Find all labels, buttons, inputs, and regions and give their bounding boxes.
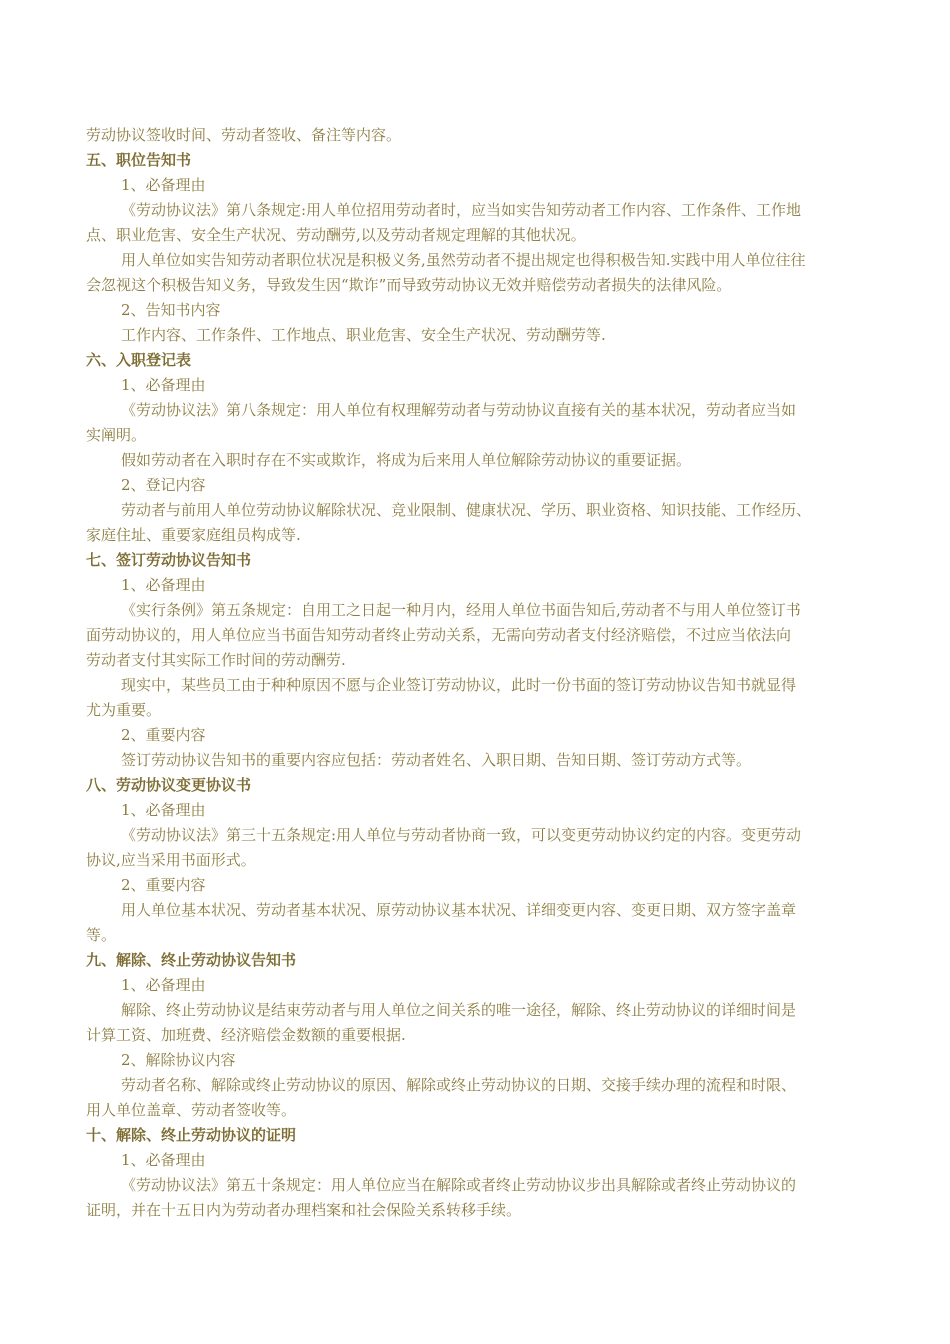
paragraph-line: 《劳动协议法》第五十条规定：用人单位应当在解除或者终止劳动协议步出具解除或者终止劳动协议的 bbox=[121, 1176, 797, 1194]
paragraph-line: 《实行条例》第五条规定：自用工之日起一种月内，经用人单位书面告知后,劳动者不与用人单位签订书 bbox=[121, 601, 801, 619]
section-heading: 八、劳动协议变更协议书 bbox=[86, 776, 252, 794]
paragraph-line: 2、重要内容 bbox=[121, 876, 206, 894]
paragraph-line: 劳动者支付其实际工作时间的劳动酬劳. bbox=[86, 651, 346, 669]
paragraph-line: 家庭住址、重要家庭组员构成等. bbox=[86, 526, 301, 544]
paragraph-line: 劳动者名称、解除或终止劳动协议的原因、解除或终止劳动协议的日期、交接手续办理的流程和时限、 bbox=[121, 1076, 797, 1094]
paragraph-line: 劳动协议签收时间、劳动者签收、备注等内容。 bbox=[86, 126, 402, 144]
paragraph-line: 用人单位盖章、劳动者签收等。 bbox=[86, 1101, 297, 1119]
paragraph-line: 计算工资、加班费、经济赔偿金数额的重要根据. bbox=[86, 1026, 406, 1044]
section-heading: 九、解除、终止劳动协议告知书 bbox=[86, 951, 297, 969]
paragraph-line: 等。 bbox=[86, 926, 117, 944]
paragraph-line: 实阐明。 bbox=[86, 426, 147, 444]
paragraph-line: 2、重要内容 bbox=[121, 726, 206, 744]
paragraph-line: 点、职业危害、安全生产状况、劳动酬劳,以及劳动者规定理解的其他状况。 bbox=[86, 226, 586, 244]
paragraph-line: 签订劳动协议告知书的重要内容应包括：劳动者姓名、入职日期、告知日期、签订劳动方式等。 bbox=[121, 751, 752, 769]
section-heading: 五、职位告知书 bbox=[86, 151, 192, 169]
paragraph-line: 尤为重要。 bbox=[86, 701, 162, 719]
paragraph-line: 会忽视这个积极告知义务，导致发生因“欺诈”而导致劳动协议无效并赔偿劳动者损失的法律风险。 bbox=[86, 276, 732, 294]
paragraph-line: 1、必备理由 bbox=[121, 1151, 206, 1169]
paragraph-line: 1、必备理由 bbox=[121, 976, 206, 994]
paragraph-line: 1、必备理由 bbox=[121, 576, 206, 594]
section-heading: 七、签订劳动协议告知书 bbox=[86, 551, 252, 569]
section-heading: 十、解除、终止劳动协议的证明 bbox=[86, 1126, 297, 1144]
paragraph-line: 协议,应当采用书面形式。 bbox=[86, 851, 256, 869]
paragraph-line: 1、必备理由 bbox=[121, 176, 206, 194]
paragraph-line: 证明，并在十五日内为劳动者办理档案和社会保险关系转移手续。 bbox=[86, 1201, 522, 1219]
paragraph-line: 假如劳动者在入职时存在不实或欺诈，将成为后来用人单位解除劳动协议的重要证据。 bbox=[121, 451, 692, 469]
paragraph-line: 用人单位如实告知劳动者职位状况是积极义务,虽然劳动者不提出规定也得积极告知.实践中用人单位往往 bbox=[121, 251, 806, 269]
paragraph-line: 2、登记内容 bbox=[121, 476, 206, 494]
paragraph-line: 1、必备理由 bbox=[121, 376, 206, 394]
paragraph-line: 《劳动协议法》第八条规定:用人单位招用劳动者时，应当如实告知劳动者工作内容、工作条件、工作地 bbox=[121, 201, 802, 219]
paragraph-line: 现实中，某些员工由于种种原因不愿与企业签订劳动协议，此时一份书面的签订劳动协议告知书就显得 bbox=[121, 676, 797, 694]
paragraph-line: 《劳动协议法》第三十五条规定:用人单位与劳动者协商一致，可以变更劳动协议约定的内容。变更劳动 bbox=[121, 826, 802, 844]
paragraph-line: 《劳动协议法》第八条规定：用人单位有权理解劳动者与劳动协议直接有关的基本状况，劳动者应当如 bbox=[121, 401, 797, 419]
paragraph-line: 工作内容、工作条件、工作地点、职业危害、安全生产状况、劳动酬劳等. bbox=[121, 326, 606, 344]
paragraph-line: 2、告知书内容 bbox=[121, 301, 221, 319]
document-body bbox=[86, 123, 892, 1223]
paragraph-line: 用人单位基本状况、劳动者基本状况、原劳动协议基本状况、详细变更内容、变更日期、双方签字盖章 bbox=[121, 901, 797, 919]
paragraph-line: 解除、终止劳动协议是结束劳动者与用人单位之间关系的唯一途径，解除、终止劳动协议的详细时间是 bbox=[121, 1001, 797, 1019]
paragraph-line: 面劳动协议的，用人单位应当书面告知劳动者终止劳动关系，无需向劳动者支付经济赔偿，不过应当依法向 bbox=[86, 626, 792, 644]
section-heading: 六、入职登记表 bbox=[86, 351, 192, 369]
paragraph-line: 1、必备理由 bbox=[121, 801, 206, 819]
paragraph-line: 劳动者与前用人单位劳动协议解除状况、竞业限制、健康状况、学历、职业资格、知识技能、工作经历、 bbox=[121, 501, 812, 519]
paragraph-line: 2、解除协议内容 bbox=[121, 1051, 236, 1069]
